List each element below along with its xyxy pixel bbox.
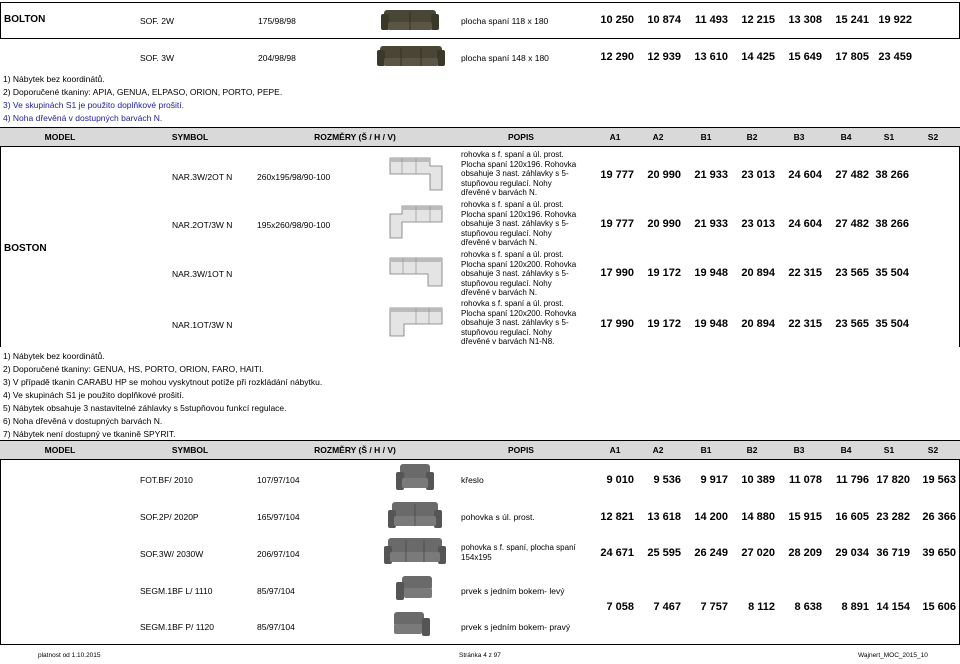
bolton-desc-1: plocha spaní 148 x 180 [461, 53, 549, 63]
price-cell: 38 266 [875, 218, 909, 230]
price-cell: 12 290 [600, 51, 634, 63]
price-cell: 12 215 [741, 14, 775, 26]
price-cell: 35 504 [875, 267, 909, 279]
third-dims-2: 206/97/104 [257, 549, 300, 559]
price-cell: 20 894 [741, 267, 775, 279]
note: 3) Ve skupinách S1 je použito doplňkové prošití. [3, 100, 184, 110]
boston-symbol-2: NAR.3W/1OT N [172, 269, 233, 279]
note: 6) Noha dřevěná v dostupných barvách N. [3, 416, 163, 426]
header-b2: B2 [746, 132, 758, 142]
footer-page: Stránka 4 z 97 [459, 652, 501, 659]
bolton-model-1: SOF. 3W [140, 53, 175, 63]
price-cell: 14 154 [876, 601, 910, 613]
price-cell: 11 493 [694, 14, 728, 26]
table-header [0, 440, 960, 460]
third-dims-3: 85/97/104 [257, 586, 295, 596]
segment-image [392, 610, 432, 640]
price-cell: 20 894 [741, 318, 775, 330]
price-cell: 7 757 [700, 601, 728, 613]
header-a2: A2 [652, 132, 664, 142]
header-b3: B3 [793, 445, 805, 455]
header-b3: B3 [793, 132, 805, 142]
header-dims: ROZMĚRY (Š / H / V) [314, 445, 396, 455]
price-cell: 10 250 [600, 14, 634, 26]
header-b1: B1 [700, 132, 712, 142]
note: 2) Doporučené tkaniny: APIA, GENUA, ELPASO, ORION, PORTO, PEPE. [3, 87, 283, 97]
third-symbol-4: SEGM.1BF P/ 1120 [140, 622, 215, 632]
header-model: MODEL [44, 445, 76, 455]
header-s1: S1 [883, 132, 895, 142]
price-cell: 20 990 [647, 218, 681, 230]
price-cell: 8 112 [748, 601, 775, 613]
price-cell: 27 482 [835, 169, 869, 181]
price-cell: 15 915 [788, 511, 822, 523]
price-cell: 14 425 [741, 51, 775, 63]
note: 4) Ve skupinách S1 je použito doplňkové prošití. [3, 390, 184, 400]
segment-image [394, 574, 434, 604]
header-b4: B4 [840, 445, 852, 455]
price-cell: 23 565 [835, 267, 869, 279]
price-cell: 14 880 [741, 511, 775, 523]
boston-desc-0: rohovka s f. spaní a úl. prost. Plocha spaní 120x196. Rohovka obsahuje 3 nast. záhlavky s 5- stupňovou regulací. Nohy dřevěné v barvách N. [461, 150, 577, 198]
price-cell: 13 618 [647, 511, 681, 523]
brand-boston: BOSTON [4, 243, 47, 254]
header-popis: POPIS [508, 445, 534, 455]
price-cell: 10 874 [647, 14, 681, 26]
corner-sofa-diagram [388, 248, 444, 292]
armchair-image [394, 462, 436, 494]
price-cell: 16 605 [835, 511, 869, 523]
bolton-desc-0: plocha spaní 118 x 180 [461, 16, 549, 26]
header-s2: S2 [927, 132, 939, 142]
price-cell: 27 482 [835, 218, 869, 230]
price-cell: 17 990 [600, 267, 634, 279]
note: 2) Doporučené tkaniny: GENUA, HS, PORTO, ORION, FARO, HAITI. [3, 364, 264, 374]
boston-symbol-1: NAR.2OT/3W N [172, 220, 233, 230]
boston-symbol-0: NAR.3W/2OT N [172, 172, 233, 182]
third-dims-1: 165/97/104 [257, 512, 300, 522]
price-cell: 24 604 [788, 218, 822, 230]
table-header [0, 127, 960, 147]
price-cell: 22 315 [788, 267, 822, 279]
price-cell: 11 078 [788, 474, 822, 486]
sofa-image [386, 500, 444, 532]
price-cell: 26 366 [922, 511, 956, 523]
brand-bolton: BOLTON [4, 14, 46, 25]
third-symbol-0: FOT.BF/ 2010 [140, 475, 193, 485]
sofa-image [380, 4, 440, 36]
price-cell: 19 172 [647, 267, 681, 279]
price-cell: 35 504 [875, 318, 909, 330]
header-b4: B4 [840, 132, 852, 142]
footer-code: Wajnert_MOC_2015_10 [858, 652, 928, 659]
header-symbol: SYMBOL [171, 445, 209, 455]
price-cell: 15 241 [835, 14, 869, 26]
price-cell: 29 034 [835, 547, 869, 559]
price-cell: 23 013 [741, 169, 775, 181]
third-desc-4: prvek s jedním bokem- pravý [461, 622, 571, 632]
third-symbol-3: SEGM.1BF L/ 1110 [140, 586, 213, 596]
header-symbol: SYMBOL [171, 132, 209, 142]
price-cell: 9 917 [700, 474, 728, 486]
price-cell: 21 933 [694, 169, 728, 181]
third-symbol-2: SOF.3W/ 2030W [140, 549, 204, 559]
third-desc-3: prvek s jedním bokem- levý [461, 586, 565, 596]
corner-sofa-diagram [388, 298, 444, 342]
price-cell: 24 671 [600, 547, 634, 559]
price-cell: 8 638 [794, 601, 822, 613]
third-dims-4: 85/97/104 [257, 622, 295, 632]
price-cell: 17 820 [876, 474, 910, 486]
price-cell: 15 606 [922, 601, 956, 613]
sofa-image [376, 40, 446, 72]
price-cell: 27 020 [741, 547, 775, 559]
boston-symbol-3: NAR.1OT/3W N [172, 320, 233, 330]
note: 7) Nábytek není dostupný ve tkanině SPYRIT. [3, 429, 176, 439]
price-cell: 17 805 [835, 51, 869, 63]
header-s1: S1 [883, 445, 895, 455]
price-cell: 19 563 [922, 474, 956, 486]
price-cell: 13 308 [788, 14, 822, 26]
price-cell: 12 939 [647, 51, 681, 63]
bolton-model-0: SOF. 2W [140, 16, 175, 26]
price-cell: 21 933 [694, 218, 728, 230]
price-cell: 26 249 [694, 547, 728, 559]
price-cell: 23 013 [741, 218, 775, 230]
footer-validity: platnost od 1.10.2015 [38, 652, 101, 659]
price-cell: 38 266 [875, 169, 909, 181]
boston-desc-1: rohovka s f. spaní a úl. prost. Plocha spaní 120x196. Rohovka obsahuje 3 nast. záhlavky s 5- stupňovou regulací. Nohy dřevěné v barvách N. [461, 200, 577, 248]
price-cell: 17 990 [600, 318, 634, 330]
price-cell: 20 990 [647, 169, 681, 181]
corner-sofa-diagram [388, 198, 444, 242]
sofa-image [382, 536, 448, 568]
header-dims: ROZMĚRY (Š / H / V) [314, 132, 396, 142]
price-cell: 25 595 [647, 547, 681, 559]
header-a1: A1 [609, 445, 621, 455]
price-cell: 28 209 [788, 547, 822, 559]
price-cell: 39 650 [922, 547, 956, 559]
third-desc-1: pohovka s úl. prost. [461, 512, 535, 522]
corner-sofa-diagram [388, 150, 444, 194]
note: 1) Nábytek bez koordinátů. [3, 74, 105, 84]
price-cell: 19 948 [694, 318, 728, 330]
bolton-dims-1: 204/98/98 [258, 53, 296, 63]
header-model: MODEL [44, 132, 76, 142]
boston-dims-1: 195x260/98/90-100 [257, 220, 331, 230]
price-cell: 19 777 [600, 169, 634, 181]
price-cell: 7 467 [653, 601, 681, 613]
header-popis: POPIS [508, 132, 534, 142]
price-cell: 19 948 [694, 267, 728, 279]
bolton-dims-0: 175/98/98 [258, 16, 296, 26]
price-cell: 19 777 [600, 218, 634, 230]
price-cell: 9 010 [606, 474, 634, 486]
boston-desc-2: rohovka s f. spaní a úl. prost. Plocha spaní 120x200. Rohovka obsahuje 3 nast. záhlavky s 5- stupňovou regulací. Nohy dřevěné v barvách N. [461, 250, 577, 298]
header-s2: S2 [927, 445, 939, 455]
price-cell: 14 200 [694, 511, 728, 523]
price-cell: 7 058 [606, 601, 634, 613]
third-desc-2: pohovka s f. spaní, plocha spaní 154x195 [461, 543, 576, 562]
header-a1: A1 [609, 132, 621, 142]
header-b1: B1 [700, 445, 712, 455]
third-desc-0: křeslo [461, 475, 484, 485]
price-cell: 36 719 [876, 547, 910, 559]
note: 1) Nábytek bez koordinátů. [3, 351, 105, 361]
price-cell: 13 610 [694, 51, 728, 63]
note: 5) Nábytek obsahuje 3 nastavitelné záhlavky s 5stupňovou funkcí regulace. [3, 403, 287, 413]
price-cell: 22 315 [788, 318, 822, 330]
note: 4) Noha dřevěná v dostupných barvách N. [3, 113, 163, 123]
third-symbol-1: SOF.2P/ 2020P [140, 512, 199, 522]
price-cell: 11 796 [835, 474, 869, 486]
price-cell: 19 172 [647, 318, 681, 330]
price-cell: 24 604 [788, 169, 822, 181]
price-cell: 23 565 [835, 318, 869, 330]
boston-dims-0: 260x195/98/90-100 [257, 172, 331, 182]
header-a2: A2 [652, 445, 664, 455]
price-cell: 10 389 [741, 474, 775, 486]
header-b2: B2 [746, 445, 758, 455]
price-cell: 23 282 [876, 511, 910, 523]
price-cell: 8 891 [841, 601, 869, 613]
price-cell: 23 459 [878, 51, 912, 63]
price-cell: 9 536 [653, 474, 681, 486]
price-cell: 19 922 [878, 14, 912, 26]
price-cell: 12 821 [600, 511, 634, 523]
price-cell: 15 649 [788, 51, 822, 63]
note: 3) V případě tkanin CARABU HP se mohou vyskytnout potíže při rozkládání nábytku. [3, 377, 323, 387]
boston-desc-3: rohovka s f. spaní a úl. prost. Plocha spaní 120x200. Rohovka obsahuje 3 nast. záhlavky s 5- stupňovou regulací. Nohy dřevěné v barvách N1-N8. [461, 299, 577, 347]
third-dims-0: 107/97/104 [257, 475, 300, 485]
